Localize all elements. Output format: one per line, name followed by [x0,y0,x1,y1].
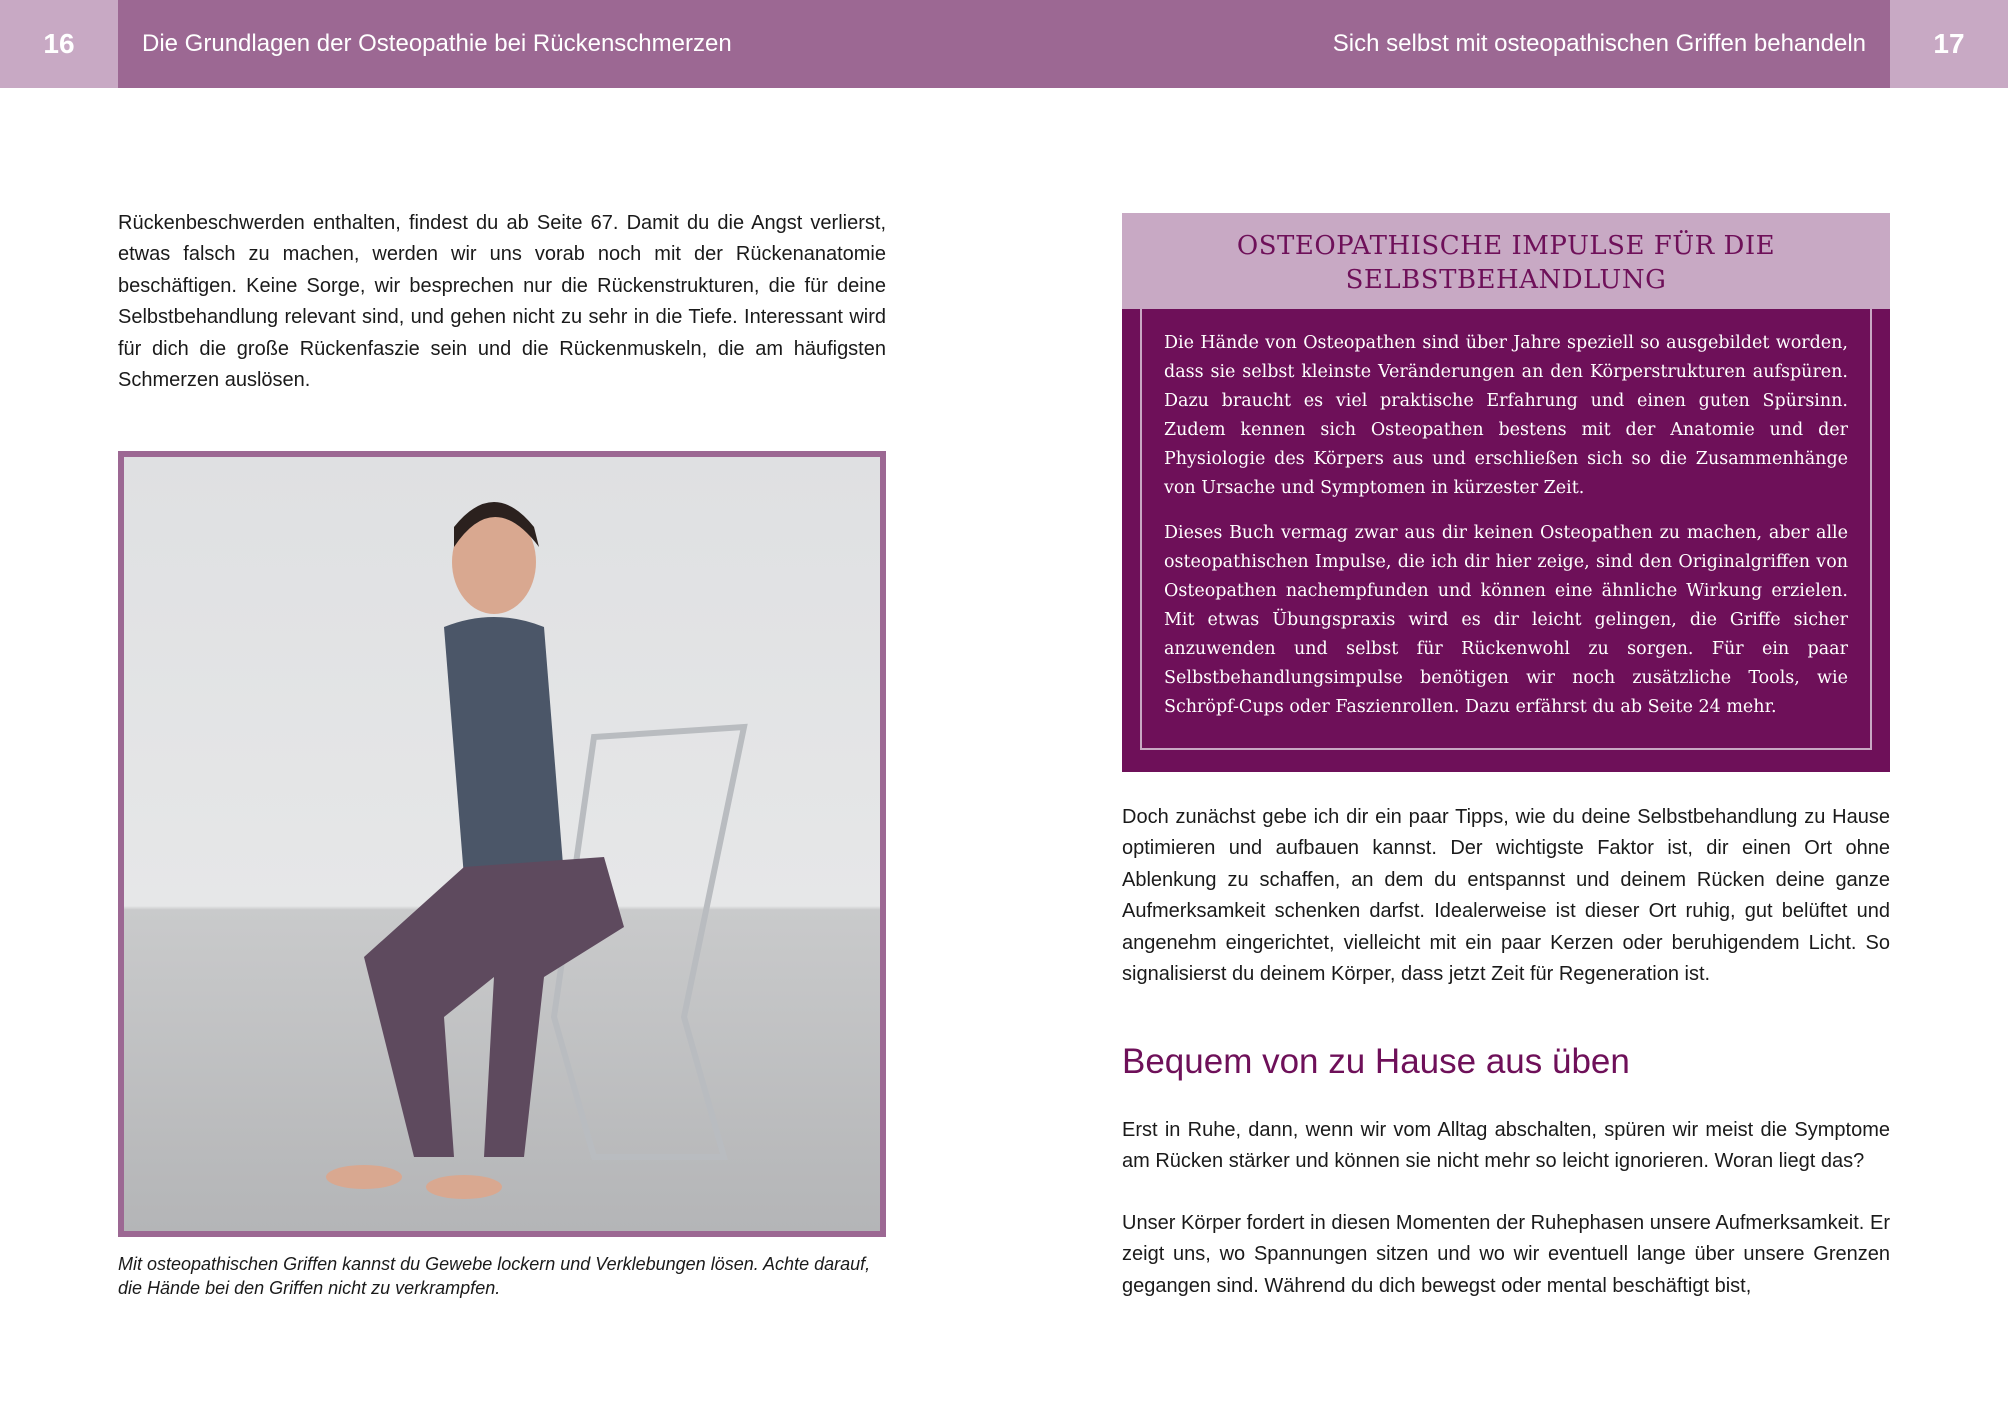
page-number-left: 16 [0,0,118,88]
running-header-right: Sich selbst mit osteopathischen Griffen behandeln [1004,0,1890,88]
info-box-title: OSTEOPATHISCHE IMPULSE FÜR DIE SELBSTBEHANDLUNG [1122,213,1890,309]
body-paragraph: Unser Körper fordert in diesen Momenten der Ruhephasen unsere Aufmerksamkeit. Er zeigt uns, wo Spannungen sitzen und wo wir eventuell lange über unsere Grenzen gegangen sind. Während du dich bewegst oder mental beschäftigt bist, [1122,1212,1890,1297]
exercise-photo [118,451,886,1237]
body-paragraph: Doch zunächst gebe ich dir ein paar Tipps, wie du deine Selbstbehandlung zu Hause optimieren und aufbauen kannst. Der wichtigste Faktor ist, dir einen Ort ohne Ablenkung zu schaffen, an dem du entspannst und deinem Rücken deine ganze Aufmerksamkeit schenken darfst. Idealerweise ist dieser Ort ruhig, gut belüftet und angenehm eingerichtet, vielleicht mit ein paar Kerzen oder beruhigendem Licht. So signalisierst du deinem Körper, dass jetzt Zeit für Regeneration ist. [1122,806,1890,986]
info-box-paragraph: Dieses Buch vermag zwar aus dir keinen Osteopathen zu machen, aber alle osteopathischen Impulse, die ich dir hier zeige, sind den Originalgriffen von Osteopathen nachempfunden und können eine ähnliche Wirkung erzielen. Mit etwas Übungspraxis wird es dir leicht gelingen, die Griffe sicher anzuwenden und selbst für Rückenwohl zu sorgen. Für ein paar Selbstbehandlungsimpulse benötigen wir noch zusätzliche Tools, wie Schröpf-Cups oder Faszienrollen. Dazu erfährst du ab Seite 24 mehr. [1164,523,1848,717]
photo-caption: Mit osteopathischen Griffen kannst du Gewebe lockern und Verklebungen lösen. Achte darauf, die Hände bei den Griffen nicht zu verkrampfen. [118,1254,871,1298]
info-box-paragraph: Die Hände von Osteopathen sind über Jahre speziell so ausgebildet worden, dass sie selbst kleinste Veränderungen an den Körperstrukturen aufspüren. Dazu braucht es viel praktische Erfahrung und einen guten Spürsinn. Zudem kennen sich Osteopathen bestens mit der Anatomie und der Physiologie des Körpers aus und erschließen sich so die Zusammenhänge von Ursache und Symptomen in kürzester Zeit. [1164,333,1848,498]
page-number-right: 17 [1890,0,2008,88]
woman-on-chair-illustration [124,457,880,1231]
intro-paragraph: Rückenbeschwerden enthalten, findest du ab Seite 67. Damit du die Angst verlierst, etwas falsch zu machen, werden wir uns vorab noch mit der Rückenanatomie beschäftigen. Keine Sorge, wir besprechen nur die Rückenstrukturen, die für deine Selbstbehandlung relevant sind, und gehen nicht zu sehr in die Tiefe. Interessant wird für dich die große Rückenfaszie sein und die Rückenmuskeln, die am häufigsten Schmerzen auslösen. [118,212,886,392]
body-paragraph: Erst in Ruhe, dann, wenn wir vom Alltag abschalten, spüren wir meist die Symptome am Rücken stärker und können sie nicht mehr so leicht ignorieren. Woran liegt das? [1122,1119,1890,1173]
section-heading: Bequem von zu Hause aus üben [1122,1042,1630,1081]
info-box [1122,213,1890,772]
running-header-left: Die Grundlagen der Osteopathie bei Rückenschmerzen [118,0,1004,88]
